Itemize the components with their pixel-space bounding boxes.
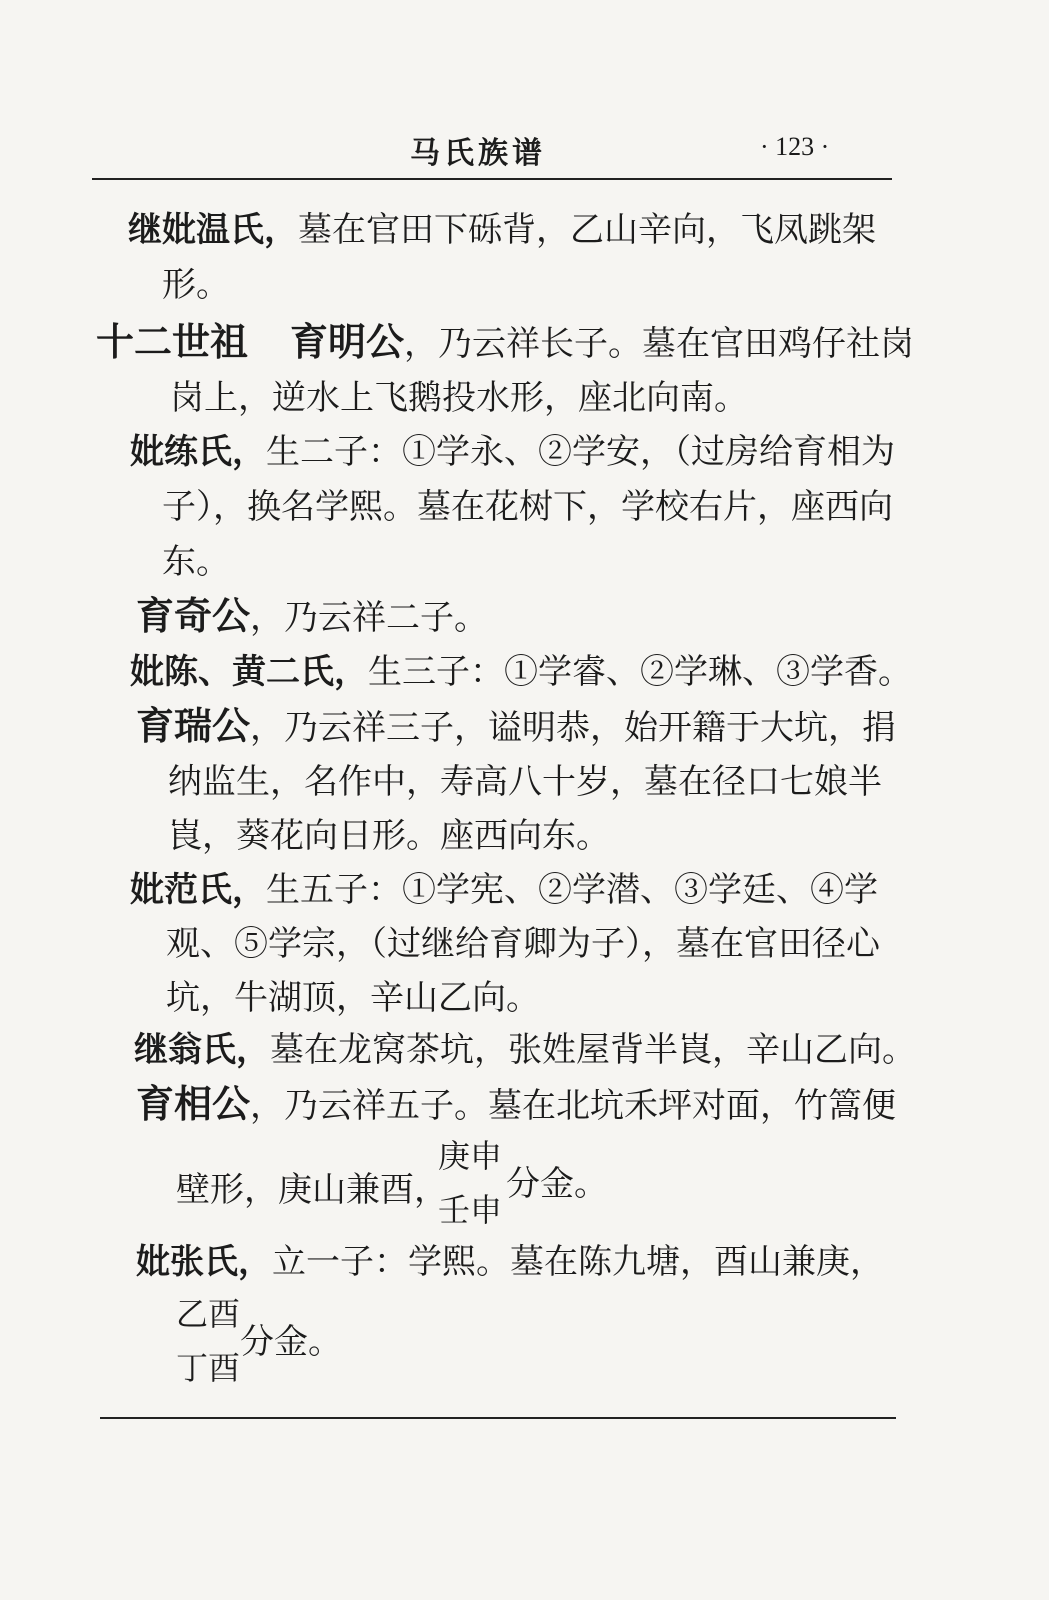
stacked-top: 乙酉 [176,1295,241,1333]
text-line [130,652,912,692]
text-line [136,706,896,748]
entry-text: 崀，葵花向日形。座西向东。 [168,816,610,856]
text-line [130,870,878,910]
book-title: 马氏族谱 [410,136,546,171]
text-line [162,487,893,527]
person-name: 妣练氏， [130,432,266,472]
entry-text: ，乃云祥二子。 [250,598,489,638]
entry-text: 墓在官田下砾背，乙山辛向，飞凤跳架 [298,210,876,250]
entry-text: 形。 [162,265,230,305]
text-line [134,1030,916,1070]
text-line [162,542,230,582]
text-line [136,596,488,638]
text-line [168,816,610,856]
entry-text: 坑，牛湖顶，辛山乙向。 [166,978,540,1018]
stacked-suffix: 分金。 [506,1164,608,1204]
text-line [128,210,876,250]
entry-text: 观、⑤学宗，（过继给育卿为子），墓在官田径心 [166,924,880,964]
person-name: 继妣温氏， [128,210,298,250]
text-line [166,924,880,964]
stacked-suffix: 分金。 [240,1322,342,1362]
text-line [168,762,882,802]
person-name: 妣张氏， [136,1242,272,1282]
text-line [136,1084,896,1126]
entry-text: 生二子：①学永、②学安，（过房给育相为 [266,432,895,472]
person-name: 继翁氏， [134,1030,270,1070]
text-line [162,265,230,305]
text-line [130,432,895,472]
footer-rule [100,1417,896,1419]
entry-text: ，乃云祥长子。墓在官田鸡仔社岗 [404,324,915,364]
text-line [136,1242,884,1282]
stacked-bottom: 壬申 [438,1191,503,1229]
entry-text: 墓在龙窝茶坑，张姓屋背半崀，辛山乙向。 [270,1030,916,1070]
text-line [170,378,748,418]
person-name: 育相公 [136,1082,251,1126]
person-name: 育奇公 [136,594,251,638]
text-line [176,1170,448,1210]
text-line [166,978,540,1018]
person-name: 妣陈、黄二氏， [130,652,368,692]
entry-text: 立一子：学熙。墓在陈九塘，酉山兼庚， [272,1242,884,1282]
entry-text: ，乃云祥五子。墓在北坑禾坪对面，竹篙便 [250,1086,897,1126]
stacked-bottom: 丁酉 [176,1349,241,1387]
entry-text: 生五子：①学宪、②学潜、③学廷、④学 [266,870,878,910]
entry-text: 东。 [162,542,230,582]
page-number: · 123 · [760,132,830,161]
generation-label: 十二世祖 [96,320,249,364]
text-line [96,322,914,364]
entry-text: 子），换名学熙。墓在花树下，学校右片，座西向 [162,487,893,527]
stacked-top: 庚申 [438,1137,503,1175]
entry-text: 纳监生，名作中，寿高八十岁，墓在径口七娘半 [168,762,882,802]
header-rule [92,178,892,180]
person-name: 妣范氏， [130,870,266,910]
entry-text: 壁形，庚山兼酉， [176,1170,448,1210]
entry-text: ，乃云祥三子，谥明恭，始开籍于大坑，捐 [250,708,897,748]
person-name: 育瑞公 [136,704,251,748]
person-name: 育明公 [290,320,405,364]
entry-text: 岗上，逆水上飞鹅投水形，座北向南。 [170,378,748,418]
entry-text: 生三子：①学睿、②学琳、③学香。 [368,652,912,692]
